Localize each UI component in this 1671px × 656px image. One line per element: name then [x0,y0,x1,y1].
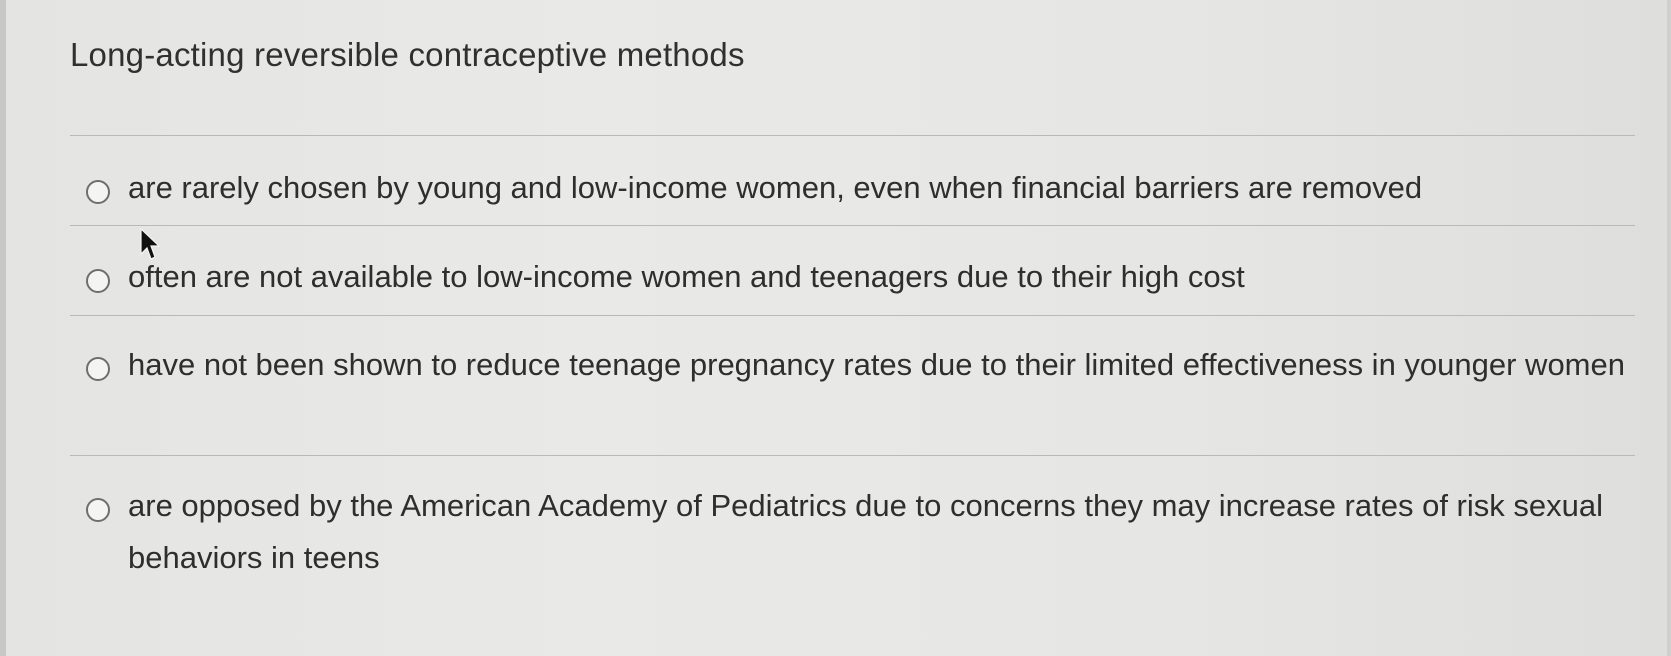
divider [70,225,1635,226]
answer-option-2[interactable] [86,261,1626,303]
radio-unchecked-icon[interactable] [86,357,110,381]
answer-option-3[interactable] [86,349,1626,391]
right-border [1667,0,1671,656]
answer-option-label: often are not available to low-income women and teenagers due to their high cost [128,259,1245,294]
question-title: Long-acting reversible contraceptive methods [70,36,745,73]
answer-option-label: are rarely chosen by young and low-income women, even when financial barriers are removed [128,170,1423,205]
answer-option-1[interactable] [86,172,1626,214]
answer-option-label: are opposed by the American Academy of Pediatrics due to concerns they may increase rates of risk sexual behaviors in teens [128,488,1603,575]
left-border [0,0,6,656]
divider [70,315,1635,316]
divider [70,455,1635,456]
mouse-pointer-icon [140,228,164,262]
answer-option-label: have not been shown to reduce teenage pregnancy rates due to their limited effectiveness in younger women [128,347,1625,382]
radio-unchecked-icon[interactable] [86,498,110,522]
radio-unchecked-icon[interactable] [86,180,110,204]
answer-option-4[interactable] [86,490,1626,584]
divider [70,135,1635,136]
radio-unchecked-icon[interactable] [86,269,110,293]
